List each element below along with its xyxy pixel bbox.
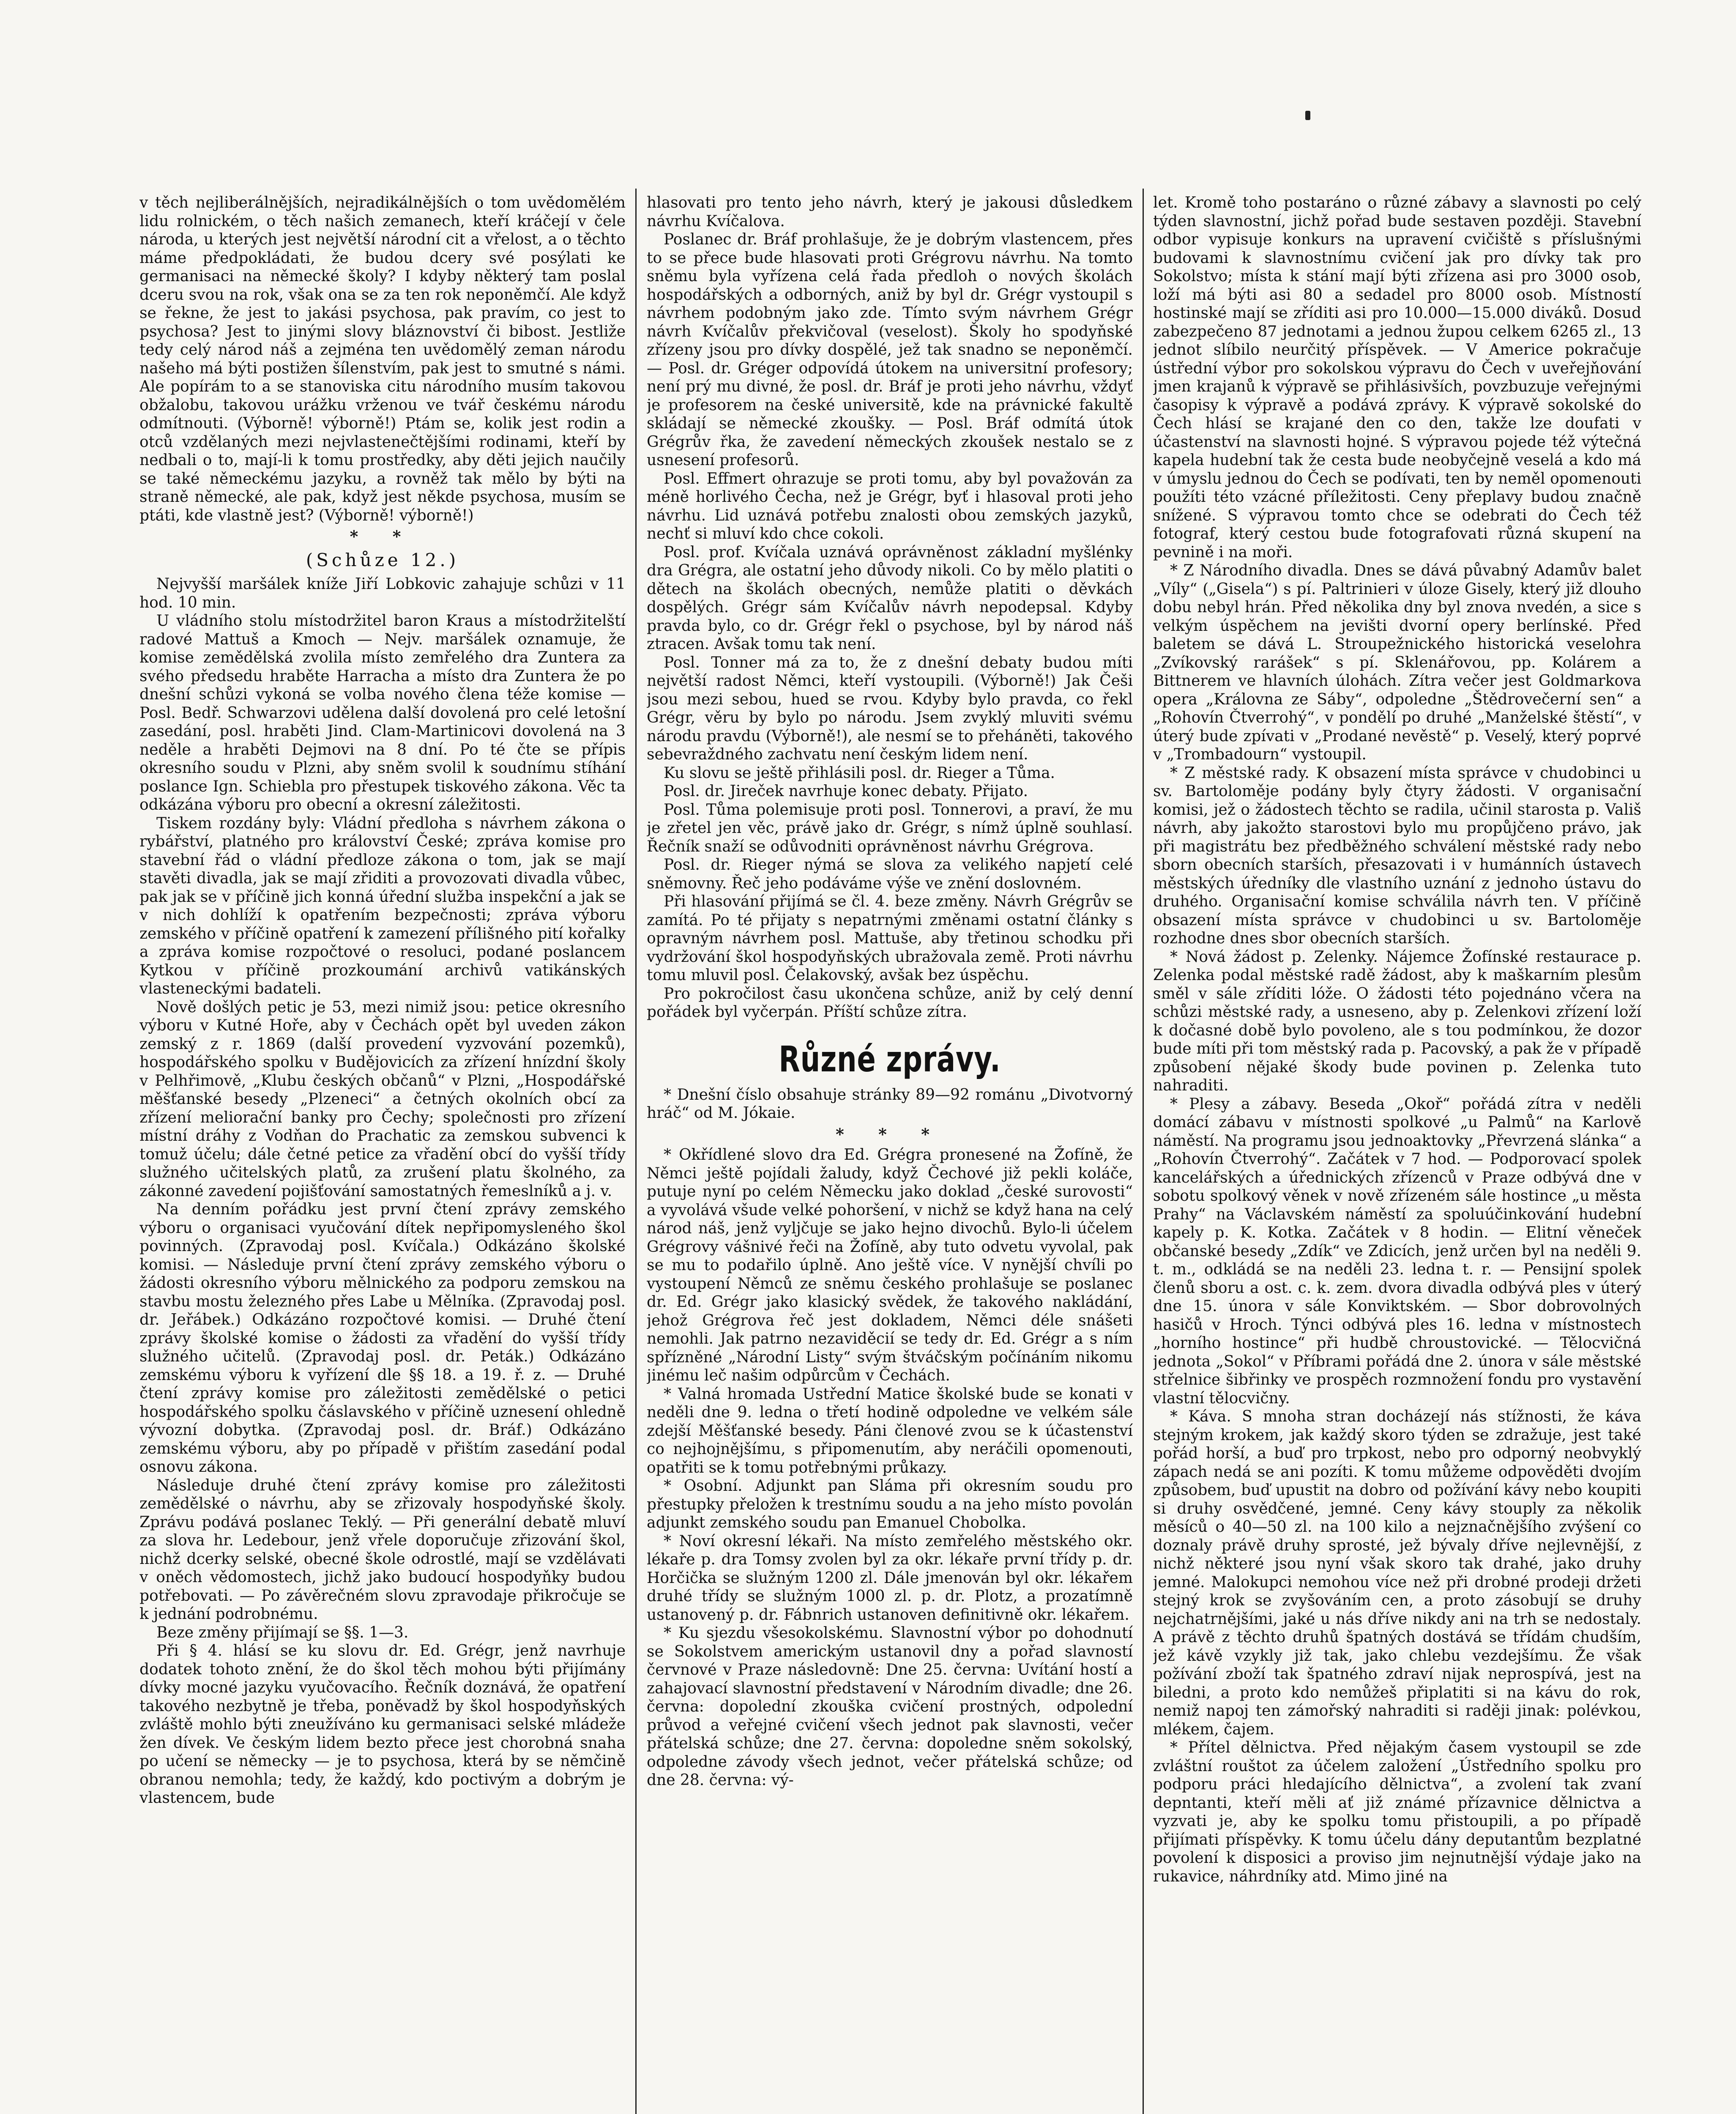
column-3 [1153,194,1641,2114]
news-item: * Okřídlené slovo dra Ed. Grégra pronesené na Žofíně, že Němci ještě pojídali žaludy, když Čechové již pekli koláče, putuje nyní po celém Německu jako doklad „české surovosti“ a vyvolává všude velké pohoršení, v nichž se když hana na celý národ náš, jenž vyljčuje se jako hejno divochů. Bylo-li účelem Grégrovy vášnivé řeči na Žofíně, aby tuto odvetu vyvolal, pak se mu to podařilo úplně. Ano ještě více. V nynější chvíli po vystoupení Němců ze sněmu českého prohlašuje se poslanec dr. Ed. Grégr jako klasický svědek, že takového nakládání, jehož Grégrova řeč jest dokladem, Němci déle snášeti nemohli. Jak patrno nezaviděcií se tedy dr. Ed. Grégr a s ním spřízněné „Národní Listy“ svým štváčským počínáním nikomu jinému leč našim odpůrcům v Čechách. [647,1146,1133,1384]
paragraph: Posl. Tonner má za to, že z dnešní debaty budou míti největší radost Němci, kteří vystoupili. (Výborně!) Jak Češi jsou mezi sebou, hued se rvou. Kdyby bylo pravda, co řekl Grégr, věru by bylo po národu. Jsem zvyklý mluviti svému národu pravdu (Výborně!), ale nesmí se to přeháněti, takového sebevraždného zachvatu není českým lidem není. [647,654,1133,763]
paragraph: Na denním pořádku jest první čtení zprávy zemského výboru o organisaci vyučování dítek nepřipomysleného škol povinných. (Zpravodaj posl. Kvíčala.) Odkázáno školské komisi. — Následuje první čtení zprávy zemského výboru o žádosti okresního výboru mělnického za podporu zemskou na stavbu mostu železného přes Labe u Mělníka. (Zpravodaj posl. dr. Jeřábek.) Odkázáno rozpočtové komisi. — Druhé čtení zprávy školské komise o žádosti za vřadění do vyšší třídy služného učitelů. (Zpravodaj posl. dr. Peták.) Odkázáno zemskému výboru k vyřízení dle §§ 18. a 19. ř. z. — Druhé čtení zprávy komise pro záležitosti zemědělské o petici hospodářského spolku čáslavského v příčině uznesení ohledně vývozní dobytka. (Zpravodaj posl. dr. Bráf.) Odkázáno zemskému výboru, aby po případě v přištím zasedání podal osnovu zákona. [139,1201,626,1476]
paragraph: hlasovati pro tento jeho návrh, který je jakousi důsledkem návrhu Kvíčalova. [647,194,1133,230]
paragraph: Poslanec dr. Bráf prohlašuje, že je dobrým vlastencem, přes to se přece bude hlasovati proti Grégrovu návrhu. Na tomto sněmu byla vyřízena celá řada předloh o nových školách hospodářských a odborných, aniž by byl dr. Grégr vystoupil s návrhem podobným jako zde. Tímto svým návrhem Grégr návrh Kvíčalův překvičoval (veselost). Školy ho spodyňské zřízeny jsou pro dívky dospělé, jež tak snadno se neponěmčí. — Posl. dr. Gréger odpovídá útokem na universitní profesory; není prý mu divné, že posl. dr. Bráf je proti jeho návrhu, vždyť je profesorem na české universitě, kde na právnické fakultě skládají se německé zkoušky. — Posl. Bráf odmítá útok Grégrův řka, že zavedení německých zkoušek nestalo se z usnesení profesorů. [647,231,1133,469]
news-item: * Noví okresní lékaři. Na místo zemřelého městského okr. lékaře p. dra Tomsy zvolen byl za okr. lékaře první třídy p. dr. Horčička se služným 1200 zl. Dále jmenován byl okr. lékařem druhé třídy se služným 1000 zl. p. dr. Plotz, a prozatímně ustanovený p. dr. Fábnrich ustanoven definitivně okr. lékařem. [647,1532,1133,1624]
news-item: * Plesy a zábavy. Beseda „Okoř“ pořádá zítra v neděli domácí zábavu v místnosti spolkové „u Palmů“ na Karlově náměstí. Na programu jsou jednoaktovky „Převrzená slánka“ a „Rohovín Čtverrohý“. Začátek v 7 hod. — Podporovací spolek kancelářských a úřednických zřízenců v Praze odbývá dne v sobotu spolkový věnek v nově zřízeném sále hostince „u města Prahy“ na Václavském náměstí za spoluúčinkování hudební kapely p. K. Kotka. Začátek v 8 hodin. — Elitní věneček občanské besedy „Zdík“ ve Zdicích, jenž určen byl na neděli 9. t. m., odkládá se na neděli 23. ledna t. r. — Pensijní spolek členů sboru a ost. c. k. zem. dvora divadla odbývá ples v úterý dne 15. února v sále Konviktském. — Sbor dobrovolných hasičů v Hroch. Týnci odbývá ples 16. ledna v místnostech „horního hostince“ při hudbě chroustovické. — Tělocvičná jednota „Sokol“ v Příbrami pořádá dne 2. února v sále městské střelnice šibřinky ve prospěch rozmnožení fondu pro vystavění vlastní tělocvičny. [1153,1095,1641,1407]
paragraph: Posl. dr. Jireček navrhuje konec debaty. Přijato. [664,783,1028,800]
separator-stars: * * * [835,1124,944,1144]
paragraph: let. Kromě toho postaráno o různé zábavy a slavnosti po celý týden slavnostní, jichž pořad bude sestaven později. Stavební odbor vypisuje konkurs na upravení cvičiště s příslušnými budovami k slavnostnímu cvičení jak pro dívky tak pro Sokolstvo; místa k stání mají býti zřízena asi pro 3000 osob, loží má býti asi 80 a sedadel pro 8000 osob. Místností hostinské mají se zříditi asi pro 10.000—15.000 diváků. Dosud zabezpečeno 87 jednotami a jednou župou celkem 6265 zl., 13 jednot slíbilo neurčitý příspěvek. — V Americe pokračuje ústřední výbor pro sokolskou výpravu do Čech v uveřejňování jmen krajanů k výpravě se přihlásivších, povzbuzuje veřejnými časopisy k výpravě a podává zprávy. K výpravě sokolské do Čech hlásí se krajané den co den, takže lze doufati v účastenství na slavnosti hojné. S výpravou pojede též výtečná kapela hudební tak že cesta bude neobyčejně veselá a kdo má v úmyslu jednou do Čech se podívati, ten by neměl opomenouti použíti této vzácné příležitosti. Ceny přeplavy budou značně snížené. S výpravou tomto chce se odebrati do Čech též fotograf, který cestou bude fotografovati různá skupení na pevnině i na moři. [1153,194,1641,561]
section-heading: Různé zprávy. [779,1038,1001,1080]
paragraph: Nově došlých petic je 53, mezi nimiž jsou: petice okresního výboru v Kutné Hoře, aby v Čechách opět byl uveden zákon zemský z r. 1869 (další provedení vyzvování pozemků), hospodářského spolku v Budějovicích za zřízení hnízdní školy v Pelhřimově, „Klubu českých občanů“ v Plzni, „Hospodářské měšťanské besedy „Plzeneci“ a četných okolních obcí za zřízení meliorační banky pro Čechy; společnosti pro zřízení místní dráhy z Vodňan do Prachatic za zemskou subvenci k tomuž účelu; dále četné petice za vřadění obcí do vyšší třídy služného učitelských platů, za zrušení platu školného, za zákonné zavedení pojišťování samostatných řemeslníků a j. v. [139,998,626,1200]
column-1 [139,194,626,2114]
news-item: * Nová žádost p. Zelenky. Nájemce Žofínské restaurace p. Zelenka podal městské radě žádost, aby k maškarním plesům směl v sále zříditi lóže. O žádosti této pojednáno včera na schůzi městské rady, a usneseno, aby p. Zelenkovi zřízení loží k dočasné době bylo povoleno, ale s tou podmínkou, že dozor bude míti při tom městský rada p. Pacovský, a pak že v případě způsobení nějaké škody bude povinen p. Zelenka tuto nahraditi. [1153,948,1641,1094]
column-2 [647,194,1133,2114]
news-item: * Z Národního divadla. Dnes se dává půvabný Adamův balet „Víly“ („Gisela“) s pí. Paltrinieri v úloze Gisely, který již dlouho dobu nebyl hrán. Před několika dny byl znova nvedén, a sice s velkým úspěchem na jevišti dvorní opery berlínské. Před baletem se dává L. Stroupežnického historická veselohra „Zvíkovský rarášek“ s pí. Sklenářovou, pp. Kolárem a Bittnerem ve hlavních úlohách. Zítra večer jest Goldmarkova opera „Královna ze Sáby“, odpoledne „Štědrovečerní sen“ a „Rohovín Čtverrohý“, v pondělí po druhé „Manželské štěstí“, v úterý bude zpívati v „Prodané nevěstě“ p. Veselý, který poprvé v „Trombadourn“ vystoupil. [1153,562,1641,763]
paragraph: Následuje druhé čtení zprávy komise pro záležitosti zemědělské o návrhu, aby se zřizovaly hospodyňské školy. Zprávu podává poslanec Teklý. — Při generální debatě mluví za slova hr. Ledebour, jenž vřele doporučuje zřizování škol, nichž dcerky selské, obecné škole odrostlé, mají se vzdělávati v oněch vědomostech, jichž jako budoucí hospodyňky budou potřebovati. — Po závěrečném slovu zpravodaje přikročuje se k jednání podrobnému. [139,1476,626,1623]
paragraph: Posl. Tůma polemisuje proti posl. Tonnerovi, a praví, že mu je zřetel jen věc, právě jako dr. Grégr, s nímž úplně souhlasí. Řečník snaží se odůvodniti oprávněnost návrhu Grégrova. [647,801,1133,855]
paragraph: Tiskem rozdány byly: Vládní předloha s návrhem zákona o rybářství, platného pro království České; zpráva komise pro stavební řád o vládní předloze zákona o tom, jak se mají stavěti divadla, jak se mají zřiditi a provozovati divadla vůbec, pak jak se v příčině jich konná úřední služba inspekční a jak se v nich dohlíží k opatřením bezpečnosti; zpráva výboru zemského v příčině opatření k zamezení přílišného pití kořalky a zpráva komise rozpočtové o resoluci, podané poslancem Kytkou v příčině prozkoumání archivů vatikánských vlasteneckými badateli. [139,814,626,997]
news-item: * Ku sjezdu všesokolskému. Slavnostní výbor po dohodnutí se Sokolstvem americkým ustanovil dny a pořad slavností červnové v Praze následovně: Dne 25. června: Uvítání hostí a zahajovací slavnostní představení v Národním divadle; dne 26. června: dopolední zkouška cvičení prostných, odpolední průvod a veřejné cvičení všech jednot pak slavnosti, večer přátelská schůze; dne 27. června: dopoledne sněm sokolský, odpoledne závody všech jednot, večer přátelská schůze; od dne 28. června: vý- [647,1624,1133,1789]
ink-mark [1305,111,1310,120]
news-item: * Valná hromada Ustřední Matice školské bude se konati v neděli dne 9. ledna o třetí hodině odpoledne ve velkém sále zdejší Měšťanské besedy. Páni členové zvou se k účastenství co nejhojnějšímu, s připomenutím, aby neráčili opomenouti, opatřiti se k tomu potřebnými průkazy. [647,1385,1133,1476]
paragraph: Posl. Effmert ohrazuje se proti tomu, aby byl považován za méně horlivého Čecha, než je Grégr, byť i hlasoval proti jeho návrhu. Lid uznává potřebu znalosti obou zemských jazyků, nechť si mluví kdo chce cokoli. [647,470,1133,542]
paragraph: U vládního stolu místodržitel baron Kraus a místodržitelští radové Mattuš a Kmoch — Nejv. maršálek oznamuje, že komise zemědělská zvolila místo zemřelého dra Zuntera za svého předsedu hraběte Harracha a místo dra Zuntera že po dnešní schůzi vykoná se volba nového člena téže komise — Posl. Bedř. Schwarzovi udělena další dovolená pro celé letošní zasedání, posl. hraběti Jind. Clam-Martinicovi dovolená na 3 neděle a hraběti Dejmovi na 8 dní. Po té čte se přípis okresního soudu v Plzni, aby sněm svolil k soudnímu stíhání poslance Ign. Schiebla pro přestupek tiskového zákona. Věc ta odkázána výboru pro obecní a okresní záležitosti. [139,612,626,813]
paragraph: Při hlasování přijímá se čl. 4. beze změny. Návrh Grégrův se zamítá. Po té přijaty s nepatrnými změnami ostatní články s opravným návrhem posl. Mattuše, aby třetinou schodku při vydržování škol hospodyňských ubražovala země. Proti návrhu tomu mluvil posl. Čelakovský, avšak bez úspěchu. [647,893,1133,984]
session-heading: (Schůze 12.) [306,549,459,570]
paragraph: Pro pokročilost času ukončena schůze, aniž by celý denní pořádek byl vyčerpán. Příští schůze zítra. [647,985,1133,1021]
paragraph: Beze změny přijímají se §§. 1—3. [156,1624,409,1641]
news-item: * Přítel dělnictva. Před nějakým časem vystoupil se zde zvláštní rouštot za účelem založení „Ústředního spolku pro podporu práci hledajícího dělnictva“, a zvolení tak zvaní depntanti, kteří měli ať již známé přízavnice dělnictva a vyzvati je, aby ke spolku tomu přistoupili, a po případě přijímati příspěvky. K tomu účelu dány deputantům bezplatné povolení k disposici a proviso jim nejnutnější výdaje jako na rukavice, náhrdníky atd. Mimo jiné na [1153,1739,1641,1885]
paragraph: Posl. dr. Rieger nýmá se slova za velikého napjetí celé sněmovny. Řeč jeho podáváme výše ve znění doslovném. [647,856,1133,892]
paragraph: v těch nejliberálnějších, nejradikálnějších o tom uvědomělém lidu rolnickém, o těch našich zemanech, kteří kráčejí v čele národa, u kterých jest největší národní cit a vřelost, a o těchto máme předpokládati, že budou dcery své posýlati ke germanisaci na německé školy? I kdyby některý tam poslal dceru svou na rok, však ona se za ten rok neponěmčí. Ale když se řekne, že jest to jakási psychosa, pak pravím, co jest to psychosa? Jest to jinými slovy bláznovství či bibost. Jestliže tedy celý národ náš a zejména ten uvědomělý zeman národu našeho má býti postižen šílenstvím, pak jest to smutné s námi. Ale popírám to a se stanoviska citu národního musím takovou obžalobu, takovou urážku vrženou ve tvář českému národu odmítnouti. (Výborně! výborně!) Ptám se, kolik jest rodin a otců vzdělaných mezi nejvlastenečtějšími rodinami, kteří by nedbali o to, mají-li k tomu prostředky, aby děti jejich naučily se také německému jazyku, a rovněž tak mělo by býti na straně německé, ale pak, když jest někde psychosa, musím se ptáti, kde vlastně jest? (Výborně! výborně!) [139,194,626,524]
paragraph: Nejvyšší maršálek kníže Jiří Lobkovic zahajuje schůzi v 11 hod. 10 min. [139,575,626,611]
news-item: * Z městské rady. K obsazení místa správce v chudobinci u sv. Bartoloměje podány byly čtyry žádosti. V organisační komisi, jež o žádostech těchto se radila, učinil starosta p. Vališ návrh, aby jakožto starostovi bylo mu propůjčeno právo, jak při magistrátu bez předběžného schválení městské rady nebo sborn obecních starších, přesazovati i v humánních ústavech městských úředníky dle vlastního uznání z jednoho ústavu do druhého. Organisační komise schválila návrh ten. V příčině obsazení místa správce v chudobinci u sv. Bartoloměje rozhodne dnes sbor obecních starších. [1153,764,1641,947]
news-item: * Káva. S mnoha stran docházejí nás stížnosti, že káva stejným krokem, jak každý skoro týden se zdražuje, jest také pořád horší, a buď pro trpkost, nebo pro odporný neobvyklý zápach nedá se ani pozíti. K tomu můžeme odpověděti dvojím způsobem, buď upustit na dobro od požívání kávy nebo koupiti si druhy osvědčené, jemné. Ceny kávy stouply za několik měsíců o 40—50 zl. na 100 kilo a nejznačnějšího zvýšení co doznaly právě druhy sprosté, jež bývaly dříve nejlevnější, z nichž některé jsou nyní však skoro tak drahé, jako druhy jemné. Malokupci nemohou více než při drobné prodeji držeti stejný krok se zvyšováním cen, a proto zásobují se druhy nejchatrnějšími, jaké u nás dříve nikdy ani na trh se nedostaly. A právě z těchto druhů špatných dostává se třídám chudším, jež kávě vzykly již tak, jako chlebu vezdejšímu. Že však požívání zboží tak špatného zdraví nijak neprospívá, jest na biledni, a proto kdo nemůžeš připlatiti si na kávu do rok, nemiž napoj ten zámořský nahraditi si raději jinak: polévkou, mlékem, čajem. [1153,1408,1641,1738]
column-rule [1143,189,1144,2114]
paragraph: Posl. prof. Kvíčala uznává oprávněnost základní myšlénky dra Grégra, ale ostatní jeho důvody nikoli. Co by mělo platiti o dětech na školách obecných, nemůže platiti o děvkách dospělých. Grégr sám Kvíčalův návrh nepodepsal. Kdyby pravda bylo, co dr. Grégr řekl o psychose, byl by národ náš ztracen. Avšak tomu tak není. [647,543,1133,653]
separator-stars: * * [350,527,416,546]
column-rule [635,189,637,2114]
news-item: * Osobní. Adjunkt pan Sláma při okresním soudu pro přestupky přeložen k trestnímu soudu a na jeho místo povolán adjunkt zemského soudu pan Emanuel Chobolka. [647,1477,1133,1531]
paragraph: Při § 4. hlásí se ku slovu dr. Ed. Grégr, jenž navrhuje dodatek tohoto znění, že do škol těch mohou býti přijímány dívky mocné jazyku vyučovacího. Řečník doznává, že opatření takového nezbytně je třeba, poněvadž by škol hospodyňských zvláště mohlo býti zneužíváno ku germanisaci selské mládeže žen dívek. Ve českým lidem bezto přece jest chorobná snaha po učení se německy — je to psychosa, která by se němčině obranou nemohla; tedy, že každý, kdo poctivým a dobrým je vlastencem, bude [139,1642,626,1807]
paragraph: Ku slovu se ještě přihlásili posl. dr. Rieger a Tůma. [664,764,1055,782]
news-item: * Dnešní číslo obsahuje stránky 89—92 románu „Divotvorný hráč“ od M. Jókaie. [647,1086,1133,1122]
